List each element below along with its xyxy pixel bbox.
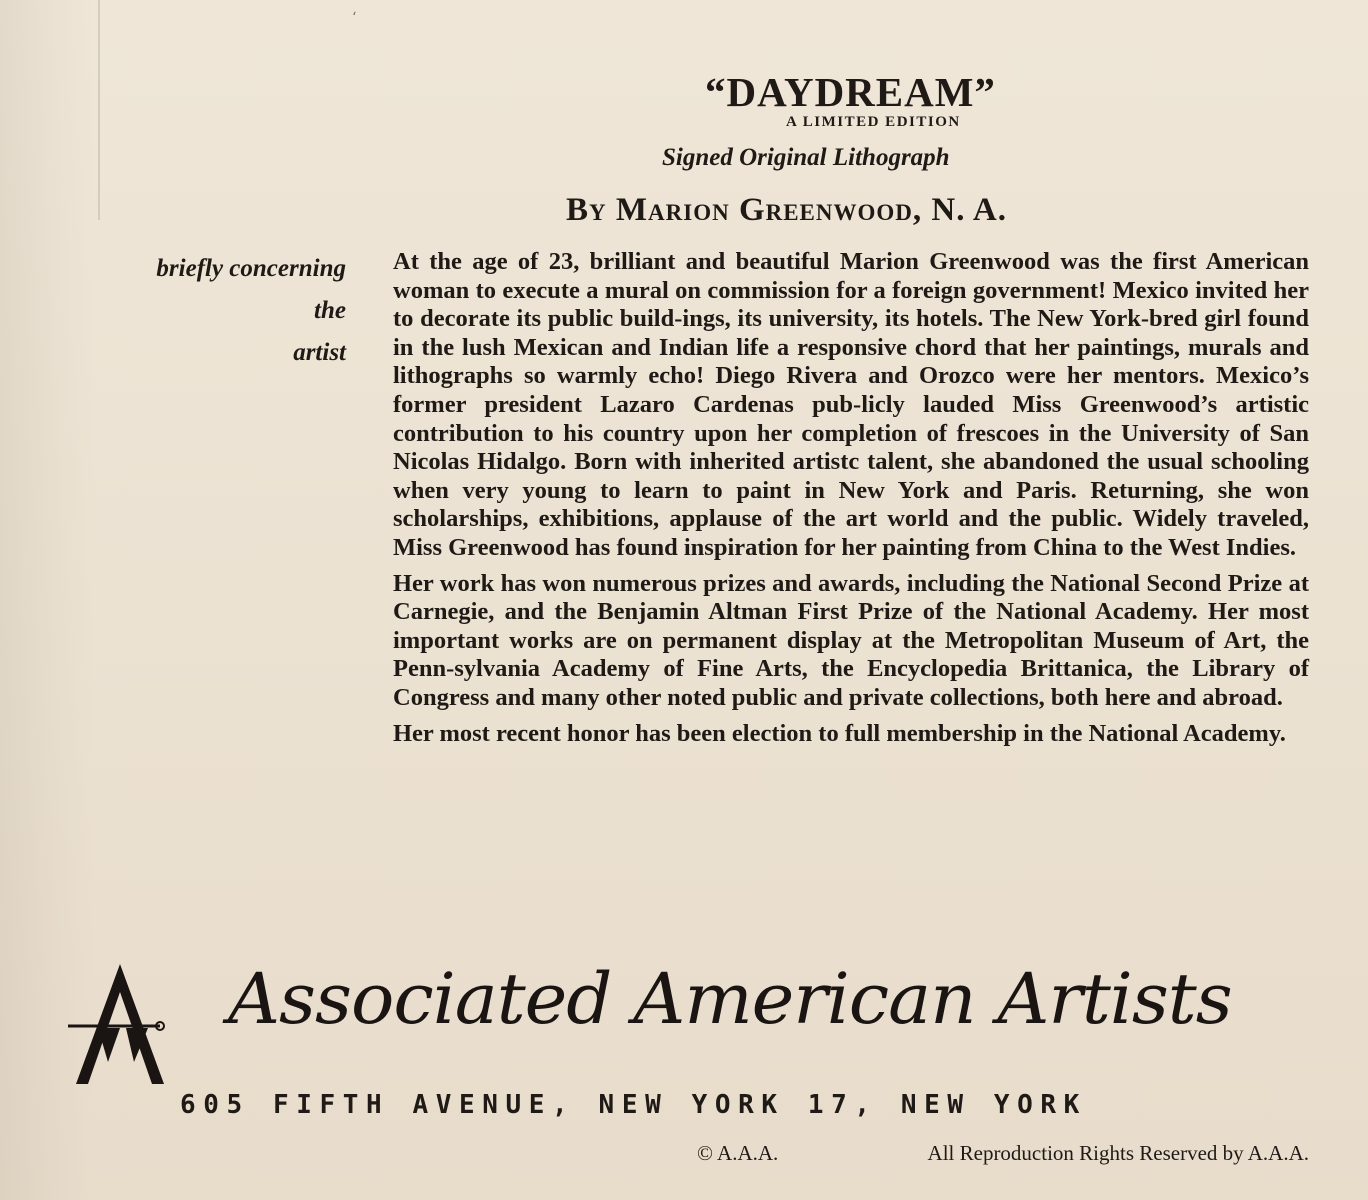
publisher-name: Associated American Artists [228,958,1232,1040]
side-label-line: the [314,297,346,324]
biography-paragraph: At the age of 23, brilliant and beautiful Marion Greenwood was the first American woman to execute a mural on commission for a foreign government! Mexico invited her to decorate its public build-ings, its university, its hotels. The New York-bred girl found in the lush Mexican and Indian life a responsive chord that her paintings, murals and lithographs so warmly echo! Diego Rivera and Orozco were her mentors. Mexico’s former president Lazaro Cardenas pub-licly lauded Miss Greenwood’s artistic contribution to his country upon her completion of frescoes in the University of San Nicolas Hidalgo. Born with inherited artistc talent, she abandoned the usual schooling when very young to learn to paint in New York and Paris. Returning, she won scholarships, exhibitions, applause of the art world and the public. Widely traveled, Miss Greenwood has found inspiration for her painting from China to the West Indies. [393,248,1309,561]
edition-label: A LIMITED EDITION [786,114,961,130]
aaa-triangle-logo-icon [68,962,172,1090]
side-label-line: artist [293,339,346,366]
side-label-line: briefly concerning [156,255,346,282]
biography [393,248,1309,755]
paper-speck: ʻ [352,10,357,26]
copyright-mark: © A.A.A. [697,1141,779,1165]
biography-paragraph: Her most recent honor has been election to full membership in the National Academy. [393,719,1286,747]
biography-paragraph: Her work has won numerous prizes and awards, including the National Second Prize at Carnegie, and the Benjamin Altman First Prize of the National Academy. Her most important works are on permanent display at the Metropolitan Museum of Art, the Penn-sylvania Academy of Fine Arts, the Encyclopedia Brittanica, the Library of Congress and many other noted public and private collections, both here and abroad. [393,569,1309,711]
side-label [156,248,346,374]
medium-label: Signed Original Lithograph [662,144,950,171]
rights-text: All Reproduction Rights Reserved by A.A.A. [927,1141,1309,1165]
page-edge-line [98,0,100,220]
copyright-line [697,1141,1309,1166]
artist-byline: By Marion Greenwood, N. A. [566,192,1007,228]
publisher-address: 605 FIFTH AVENUE, NEW YORK 17, NEW YORK [180,1090,1087,1120]
artwork-title: “DAYDREAM” [705,69,996,115]
